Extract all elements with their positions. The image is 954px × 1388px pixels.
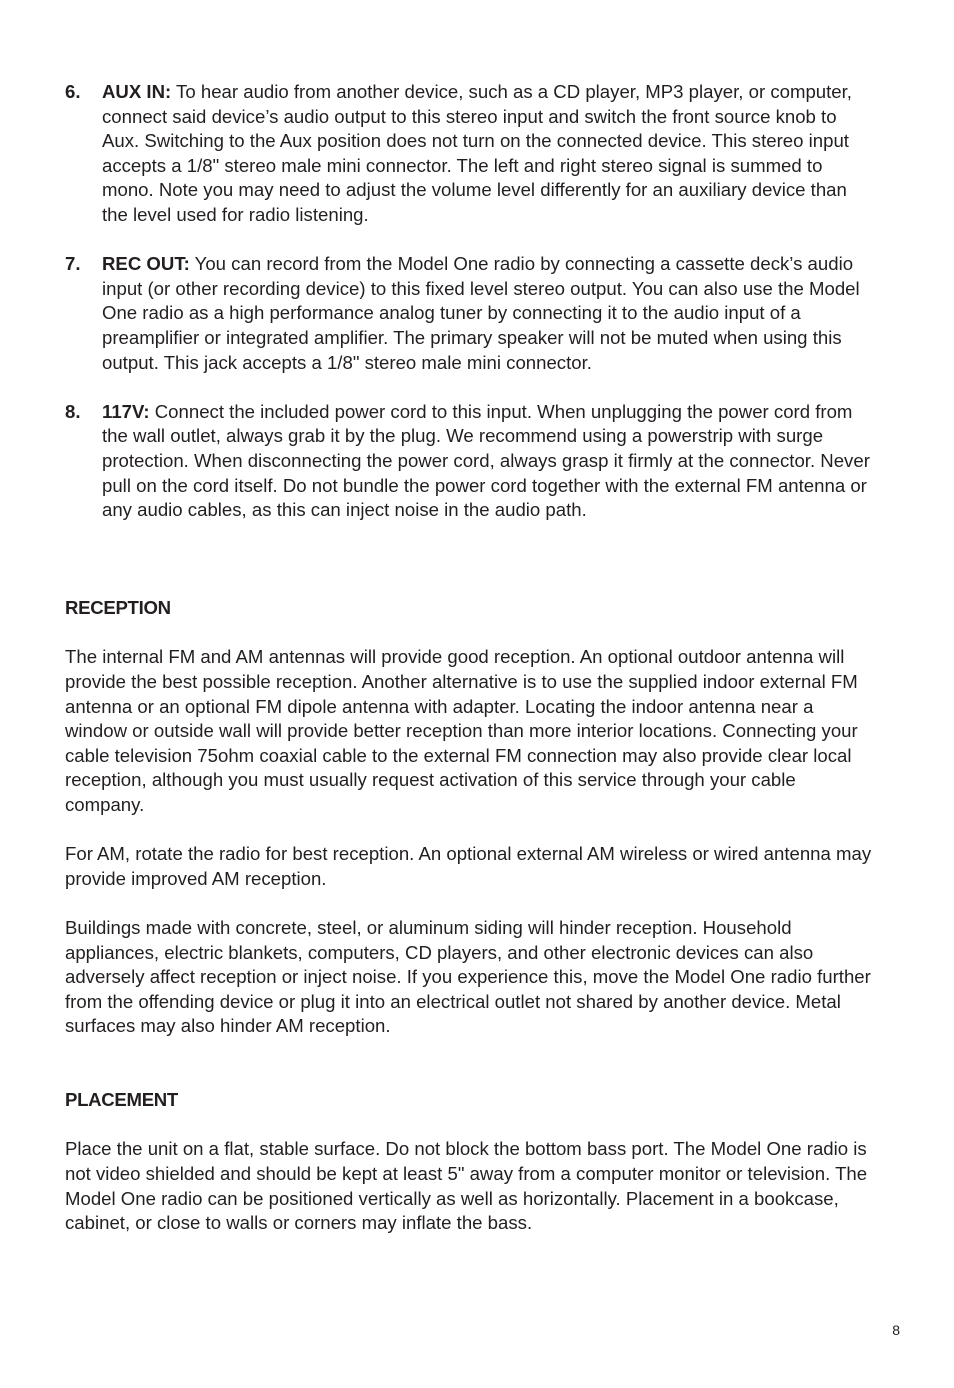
item-label: REC OUT: (102, 253, 190, 275)
item-text: You can record from the Model One radio by connecting a cassette deck’s audio input (or other recording device) to this fixed level stereo output. You can also use the Model One radio as a high performance analog tuner by connecting it to the audio input of a preamplifier or integrated amplifier. The primary speaker will not be muted when using this output. This jack accepts a 1/8" stereo male mini connector. (102, 253, 860, 373)
reception-paragraph: The internal FM and AM antennas will provide good reception. An optional outdoor antenna will provide the best possible reception. Another alternative is to use the supplied indoor external FM antenna or an optional FM dipole antenna with adapter. Locating the indoor antenna near a window or outside wall will provide better reception than more interior locations. Connecting your cable television 75ohm coaxial cable to the external FM connection may also provide clear local reception, although you must usually request activation of this service through your cable company. (65, 646, 858, 816)
reception-heading: RECEPTION (65, 597, 171, 619)
item-number: 8. (65, 400, 81, 422)
manual-page (65, 80, 875, 1260)
item-label: AUX IN: (102, 81, 172, 102)
reception-paragraph: Buildings made with concrete, steel, or aluminum siding will hinder reception. Household appliances, electric blankets, computers, CD players, and other electronic devices can also adversely affect reception or inject noise. If you experience this, move the Model One radio further from the offending device or plug it into an electrical outlet not shared by another device. Metal surfaces may also hinder AM reception. (65, 917, 871, 1037)
placement-paragraph: Place the unit on a flat, stable surface. Do not block the bottom bass port. The Model One radio is not video shielded and should be kept at least 5" away from a computer monitor or television. The Model One radio can be positioned vertically as well as horizontally. Placement in a bookcase, cabinet, or close to walls or corners may inflate the bass. (65, 1138, 868, 1234)
item-number: 7. (65, 253, 81, 275)
item-rec-out (65, 252, 875, 375)
item-text: Connect the included power cord to this input. When unplugging the power cord from the wall outlet, always grab it by the plug. We recommend using a powerstrip with surge protection. When disconnecting the power cord, always grasp it firmly at the connector. Never pull on the cord itself. Do not bundle the power cord together with the external FM antenna or any audio cables, as this can inject noise in the audio path. (102, 400, 870, 521)
section-spacer (65, 547, 875, 596)
item-aux-in (65, 80, 875, 228)
reception-paragraph: For AM, rotate the radio for best reception. An optional external AM wireless or wired antenna may provide improved AM reception. (65, 843, 872, 889)
page-number: 8 (892, 1322, 900, 1338)
placement-heading: PLACEMENT (65, 1089, 178, 1111)
item-number: 6. (65, 81, 81, 102)
item-117v (65, 400, 875, 523)
section-spacer (65, 1064, 875, 1089)
item-text: To hear audio from another device, such as a CD player, MP3 player, or computer, connect said device’s audio output to this stereo input and switch the front source knob to Aux. Switching to the Aux position does not turn on the connected device. This stereo input accepts a 1/8" stereo male mini connector. The left and right stereo signal is summed to mono. Note you may need to adjust the volume level differently for an auxiliary device than the level used for radio listening. (102, 81, 852, 225)
item-label: 117V: (102, 400, 150, 422)
